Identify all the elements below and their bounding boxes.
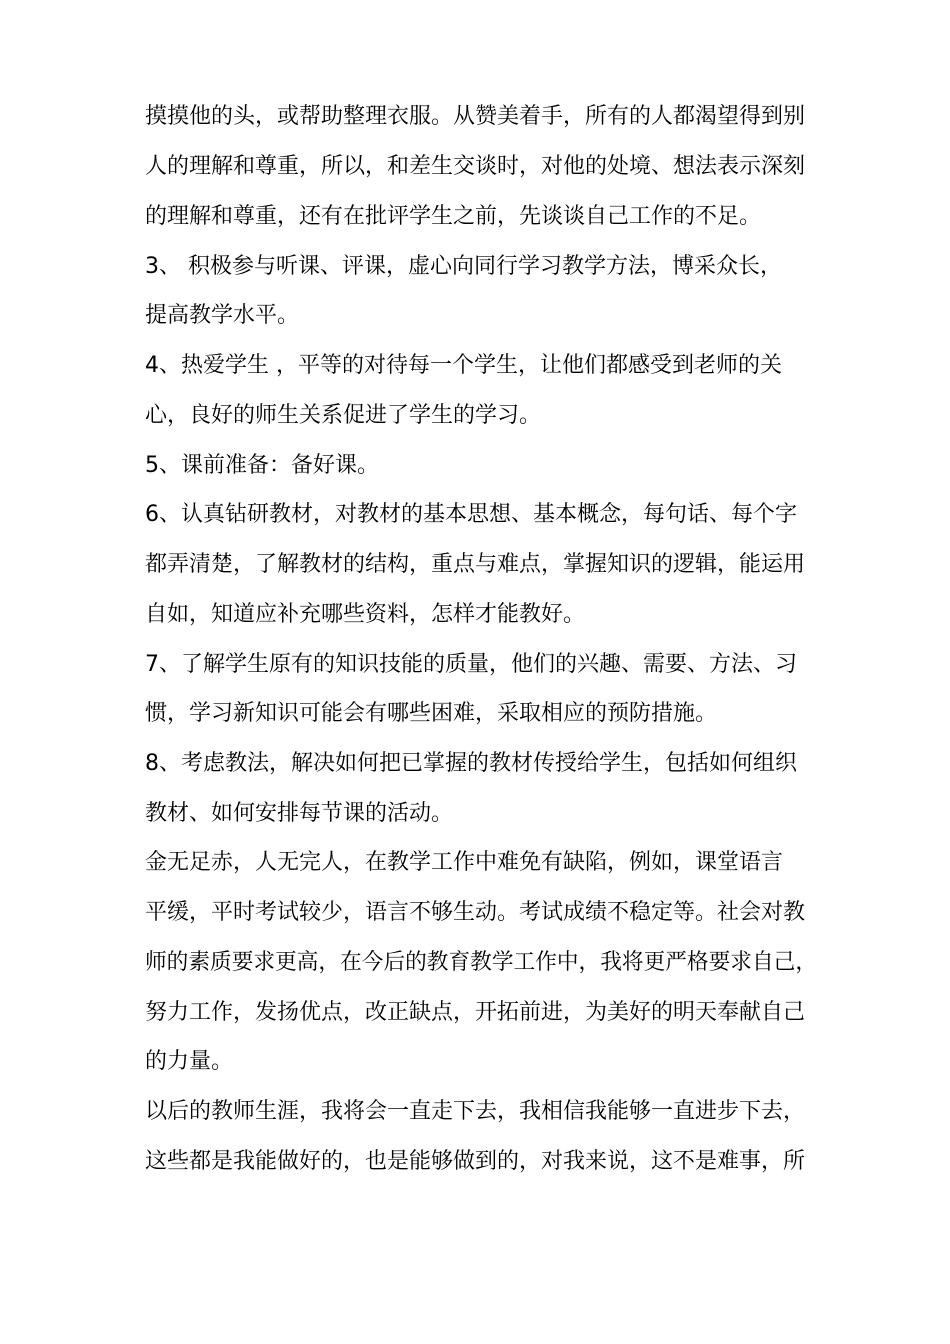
text-line: 惯，学习新知识可能会有哪些困难，采取相应的预防措施。 [145,701,718,726]
text-line: 都弄清楚，了解教材的结构，重点与难点，掌握知识的逻辑，能运用 [145,552,806,577]
text-line: 以后的教师生涯，我将会一直走下去，我相信我能够一直进步下去， [145,1099,806,1124]
text-line: 摸摸他的头，或帮助整理衣服。从赞美着手，所有的人都渴望得到别 [145,104,806,129]
text-line: 心，良好的师生关系促进了学生的学习。 [145,403,542,428]
text-line: 4、热爱学生 ，平等的对待每一个学生，让他们都感受到老师的关 [145,353,782,378]
text-line: 平缓，平时考试较少，语言不够生动。考试成绩不稳定等。社会对教 [145,900,806,925]
text-line: 师的素质要求更高，在今后的教育教学工作中，我将更严格要求自己， [145,950,818,975]
text-line: 的理解和尊重，还有在批评学生之前，先谈谈自己工作的不足。 [145,204,762,229]
text-line: 7、了解学生原有的知识技能的质量，他们的兴趣、需要、方法、习 [145,652,797,677]
text-line: 3、 积极参与听课、评课，虚心向同行学习教学方法，博采众长， [145,254,782,279]
text-line: 金无足赤，人无完人，在教学工作中难免有缺陷，例如，课堂语言 [145,850,784,875]
text-line: 8、考虑教法，解决如何把已掌握的教材传授给学生，包括如何组织 [145,751,797,776]
text-line: 自如，知道应补充哪些资料，怎样才能教好。 [145,602,586,627]
text-line: 5、课前准备：备好课。 [145,453,379,478]
text-line: 人的理解和尊重，所以，和差生交谈时，对他的处境、想法表示深刻 [145,154,806,179]
text-line: 6、认真钻研教材，对教材的基本思想、基本概念，每句话、每个字 [145,502,797,527]
text-line: 这些都是我能做好的，也是能够做到的，对我来说，这不是难事，所 [145,1149,806,1174]
text-line: 努力工作，发扬优点，改正缺点，开拓前进，为美好的明天奉献自己 [145,1000,806,1025]
text-line: 提高教学水平。 [145,303,300,328]
text-line: 教材、如何安排每节课的活动。 [145,801,454,826]
text-line: 的力量。 [145,1049,234,1074]
